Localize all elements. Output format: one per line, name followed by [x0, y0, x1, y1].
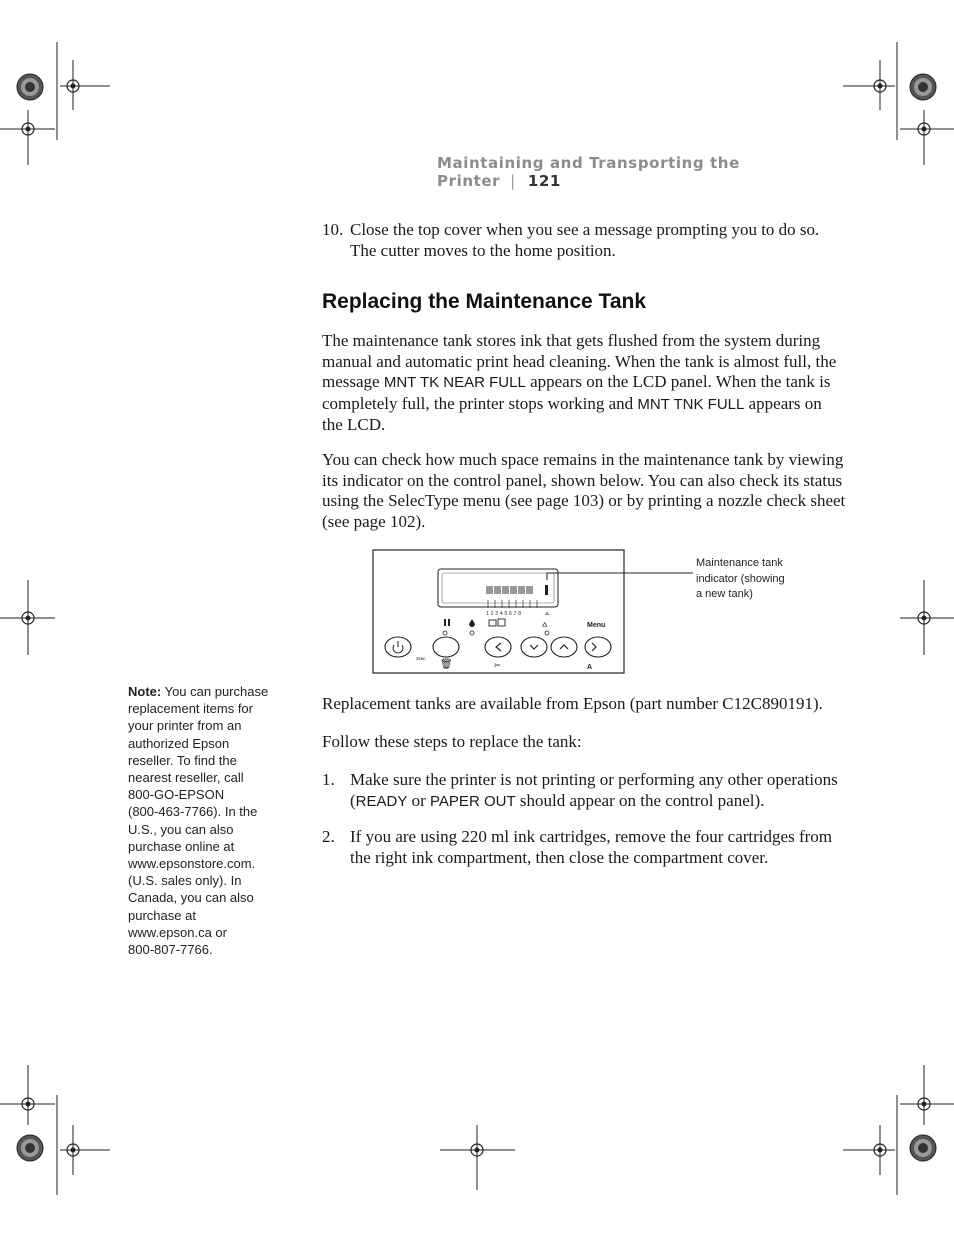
section-title: Replacing the Maintenance Tank: [322, 290, 647, 313]
note-line: replacement items for: [128, 701, 253, 717]
text-line: The maintenance tank stores ink that gets flushed from the system during: [322, 331, 821, 350]
paragraph-check-space: [322, 450, 845, 532]
figure-callout: [696, 556, 816, 603]
text-line: the LCD.: [322, 415, 386, 434]
trash-icon: 🗑: [440, 659, 453, 670]
note-line: U.S., you can also: [128, 821, 234, 837]
step-text: Close the top cover when you see a message prompting you to do so.: [350, 220, 820, 239]
follow-text: Follow these steps to replace the tank:: [322, 732, 582, 751]
text-line: manual and automatic print head cleaning. When the tank is almost full, the: [322, 351, 837, 371]
note-line: (800-463-7766). In the: [128, 804, 258, 820]
note-line: www.epsonstore.com.: [128, 856, 256, 872]
control-panel-illustration: [372, 549, 702, 677]
text-span: or: [407, 790, 431, 810]
header-title: Maintaining and Transporting the Printer: [437, 154, 740, 190]
note-line: You can purchase: [161, 684, 269, 699]
lcd-message-code: PAPER OUT: [430, 792, 516, 810]
text-line: using the SelecType menu (see page 103) or by printing a nozzle check sheet: [322, 491, 846, 510]
head-clean-icon: A: [587, 664, 593, 671]
callout-line: a new tank): [696, 588, 753, 600]
step-number: 10.: [322, 220, 344, 239]
header-separator: |: [510, 172, 516, 190]
running-header: [437, 154, 837, 190]
text-span: completely full, the printer stops working and: [322, 393, 638, 413]
note-line: reseller. To find the: [128, 752, 237, 768]
lcd-message-code: MNT TNK FULL: [637, 395, 745, 413]
note-line: Canada, you can also: [128, 890, 254, 906]
note-line: (U.S. sales only). In: [128, 873, 242, 889]
note-line: your printer from an: [128, 718, 242, 734]
step-text: If you are using 220 ml ink cartridges, remove the four cartridges from: [350, 827, 832, 846]
svg-text:⩟: ⩟: [542, 620, 548, 630]
scale-digits: 1 2 3 4 5 6 7 8: [486, 611, 522, 617]
step-text: the right ink compartment, then close the compartment cover.: [350, 847, 769, 867]
text-span: appears on: [744, 393, 822, 413]
text-span: should appear on the control panel).: [515, 790, 765, 810]
page-number: 121: [527, 172, 561, 190]
step-number: 2.: [322, 827, 335, 846]
step-text: Make sure the printer is not printing or performing any other operations: [350, 770, 838, 789]
tank-icon: ⩟: [545, 609, 550, 617]
text-line: You can check how much space remains in the maintenance tank by viewing: [322, 450, 844, 469]
callout-line: indicator (showing: [696, 572, 785, 585]
step-1: [322, 770, 838, 812]
callout-line: Maintenance tank: [696, 557, 783, 569]
note-line: purchase online at: [128, 838, 235, 854]
step-10: [322, 220, 819, 261]
replacement-text: Replacement tanks are available from Epson (part number C12C890191).: [322, 694, 823, 713]
note-line: www.epson.ca or: [128, 924, 227, 940]
note-label: Note:: [128, 684, 162, 699]
sidebar-note: [128, 683, 288, 958]
text-line: its indicator on the control panel, shown below. You can also check its status: [322, 470, 843, 490]
step-number: 1.: [322, 770, 335, 789]
note-line: authorized Epson: [128, 735, 230, 751]
cutter-icon: ✂: [494, 661, 501, 670]
reset-label: 3sec.: [416, 656, 427, 661]
text-line: (see page 102).: [322, 511, 426, 531]
note-line: nearest reseller, call: [128, 770, 244, 786]
lcd-message-code: READY: [355, 792, 408, 810]
text-span: (: [350, 790, 356, 810]
note-line: 800-GO-EPSON: [128, 787, 225, 803]
text-span: message: [322, 372, 384, 391]
paragraph-maintenance-tank: [322, 331, 836, 436]
note-line: 800-807-7766.: [128, 942, 213, 958]
menu-label: Menu: [587, 622, 606, 629]
maintenance-tank-indicator: [545, 585, 548, 595]
step-2: [322, 827, 832, 868]
note-line: purchase at: [128, 907, 196, 923]
text-span: appears on the LCD panel. When the tank is: [525, 372, 831, 391]
lcd-message-code: MNT TK NEAR FULL: [383, 374, 526, 391]
step-text: The cutter moves to the home position.: [350, 240, 616, 260]
